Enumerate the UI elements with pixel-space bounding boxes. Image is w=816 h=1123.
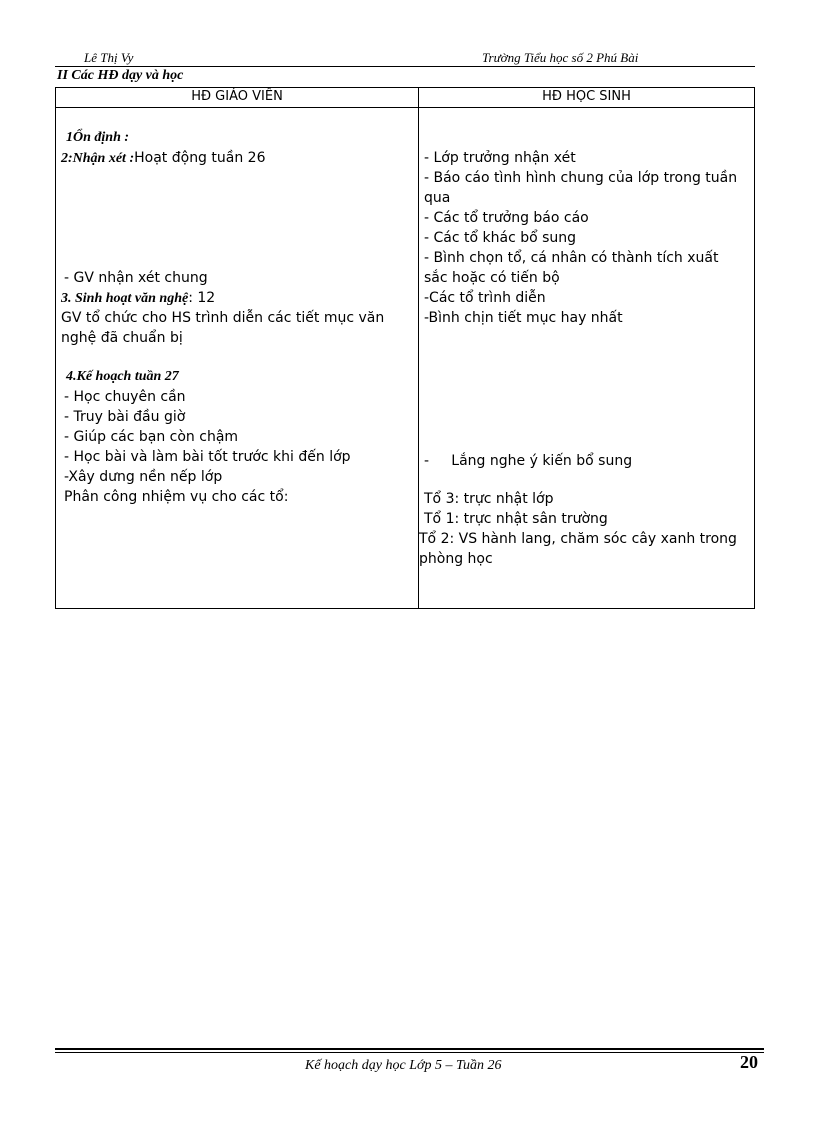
student-line: - Bình chọn tổ, cá nhân có thành tích xuất	[424, 250, 719, 266]
table-header-rule	[55, 107, 754, 108]
footer-rule-thick	[55, 1048, 764, 1050]
van-nghe-line-1: GV tổ chức cho HS trình diễn các tiết mục văn	[61, 310, 385, 326]
duty-line: Tổ 1: trực nhật sân trường	[424, 511, 608, 527]
gv-comment: - GV nhận xét chung	[64, 270, 208, 286]
duty-line: phòng học	[419, 551, 493, 567]
van-nghe-heading: 3. Sinh hoạt văn nghệ	[61, 291, 189, 306]
student-line: -Bình chịn tiết mục hay nhất	[424, 310, 623, 326]
section-title: II Các HĐ dạy và học	[57, 68, 184, 83]
footer-rule-thin	[55, 1052, 764, 1053]
plan-item: -Xây dưng nền nếp lớp	[64, 469, 223, 485]
plan-item: Phân công nhiệm vụ cho các tổ:	[64, 489, 289, 505]
duty-line: Tổ 3: trực nhật lớp	[424, 491, 554, 507]
student-line: qua	[424, 190, 451, 206]
van-nghe-suffix: : 12	[188, 290, 216, 306]
student-line: - Báo cáo tình hình chung của lớp trong tuần	[424, 170, 738, 186]
item-nhan-xet	[61, 149, 265, 168]
item-van-nghe	[61, 289, 215, 308]
duty-line: Tổ 2: VS hành lang, chăm sóc cây xanh trong	[419, 531, 737, 547]
student-line: - Các tổ khác bổ sung	[424, 230, 577, 246]
student-line: - Các tổ trưởng báo cáo	[424, 210, 589, 226]
author-name: Lê Thị Vy	[84, 50, 134, 65]
plan-item: - Học bài và làm bài tốt trước khi đến lớp	[64, 449, 351, 465]
nhan-xet-text: Hoạt động tuần 26	[134, 150, 266, 166]
nhan-xet-heading: 2:Nhận xét :	[61, 151, 135, 166]
student-line: sắc hoặc có tiến bộ	[424, 270, 560, 286]
page-number: 20	[740, 1052, 758, 1072]
item-on-dinh: 1Ổn định :	[66, 130, 130, 145]
van-nghe-line-2: nghệ đã chuẩn bị	[61, 330, 183, 346]
ke-hoach-heading: 4.Kế hoạch tuần 27	[66, 369, 179, 384]
listen-line: - Lắng nghe ý kiến bổ sung	[424, 453, 633, 469]
header-rule	[55, 66, 755, 67]
student-line: - Lớp trưởng nhận xét	[424, 150, 576, 166]
teacher-column-header: HĐ GIÁO VIÊN	[191, 89, 283, 104]
student-column-header: HĐ HỌC SINH	[542, 89, 631, 104]
plan-item: - Truy bài đầu giờ	[64, 409, 186, 425]
student-line: -Các tổ trình diễn	[424, 290, 546, 306]
plan-item: - Giúp các bạn còn chậm	[64, 429, 239, 445]
footer-text: Kế hoạch dạy học Lớp 5 – Tuần 26	[305, 1058, 502, 1073]
school-name: Trường Tiểu học số 2 Phú Bài	[482, 50, 639, 65]
plan-item: - Học chuyên cần	[64, 389, 186, 405]
